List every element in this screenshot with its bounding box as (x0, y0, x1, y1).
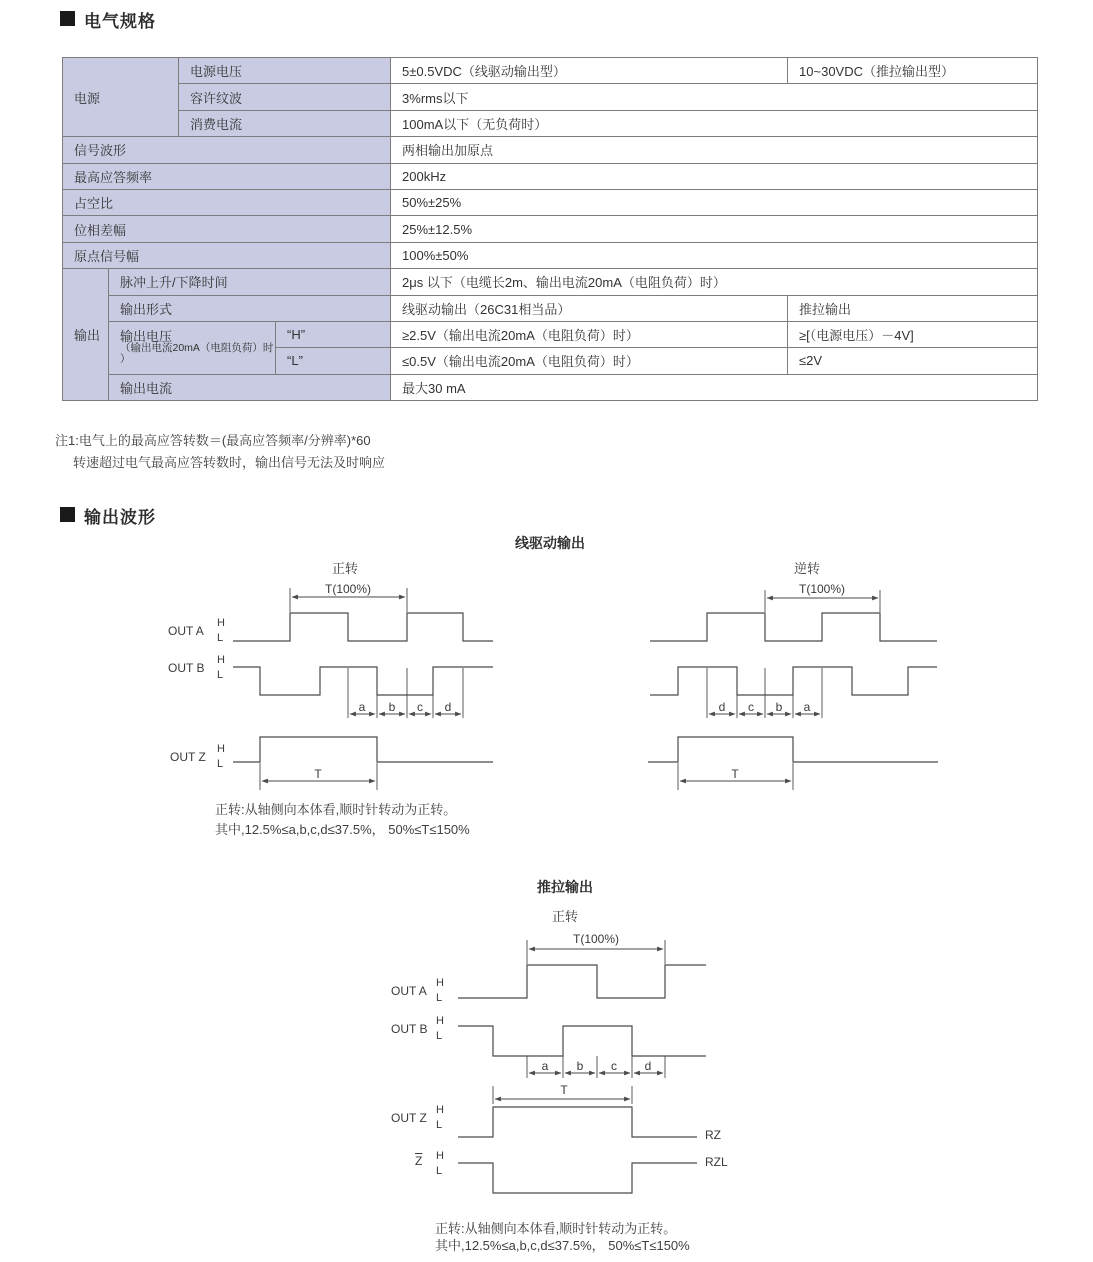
ld-out-z-l: L (217, 758, 224, 770)
ld-fwd-z-t-label: T (314, 767, 322, 781)
ld-out-a-l: L (217, 632, 224, 644)
pp-footnote-2: 其中,12.5%≤a,b,c,d≤37.5%， 50%≤T≤150% (435, 1238, 690, 1253)
pp-out-b-trace (458, 1026, 706, 1056)
note-line2: 转速超过电气最高应答转数时，输出信号无法及时响应 (73, 455, 386, 470)
pp-out-z-label: OUT Z (391, 1111, 427, 1125)
section-title-waveform: 输出波形 (84, 508, 156, 527)
table-row (63, 216, 1038, 242)
ld-fwd-interval-b: b (388, 700, 396, 714)
ld-fwd-t100-label: T(100%) (324, 582, 372, 596)
section-title-electrical: 电气规格 (84, 12, 156, 31)
line-driver-title: 线驱动输出 (515, 535, 585, 551)
ld-rev-out-z-trace (648, 737, 938, 762)
cell-origin-label: 原点信号幅 (63, 242, 391, 268)
pp-interval-a: a (541, 1059, 549, 1073)
section-square-icon (60, 507, 75, 522)
vout-label-line2: （输出电流20mA（电阻负荷）时 ） (120, 342, 274, 366)
ld-reverse-title: 逆转 (793, 561, 821, 576)
pp-out-z-trace (458, 1107, 697, 1137)
cell-supply-voltage-label: 电源电压 (179, 58, 391, 84)
ld-rev-interval-b: b (775, 700, 783, 714)
ld-rev-t100-label: T(100%) (798, 582, 846, 596)
pp-z-t-label: T (560, 1083, 568, 1097)
ld-out-a-label: OUT A (168, 624, 204, 638)
table-row (63, 242, 1038, 268)
ld-rev-out-a-trace (650, 613, 937, 641)
cell-origin-value: 100%±50% (391, 242, 1038, 268)
table-row (63, 110, 1038, 136)
pp-z-bar-l: L (436, 1165, 443, 1177)
cell-consumption-label: 消费电流 (179, 110, 391, 136)
cell-form-ld: 线驱动输出（26C31相当品） (391, 295, 788, 321)
ld-rev-interval-d: d (718, 700, 726, 714)
pp-out-a-label: OUT A (391, 984, 427, 998)
cell-vout-l-ld: ≤0.5V（输出电流20mA（电阻负荷）时） (391, 348, 788, 374)
pp-forward-title: 正转 (551, 909, 579, 924)
pp-out-z-h: H (436, 1104, 444, 1116)
ld-forward-title: 正转 (331, 561, 359, 576)
pp-out-z-l: L (436, 1119, 443, 1131)
ld-fwd-interval-c: c (417, 700, 423, 714)
table-row (63, 321, 1038, 347)
electrical-spec-table (62, 57, 1038, 401)
ld-footnote-2: 其中,12.5%≤a,b,c,d≤37.5%， 50%≤T≤150% (215, 822, 470, 837)
pp-z-bar-label: $\overline{Z}$ (415, 1154, 423, 1168)
cell-freq-label: 最高应答频率 (63, 163, 391, 189)
pp-out-a-l: L (436, 992, 443, 1004)
pp-z-bar-trace (458, 1163, 697, 1193)
table-row (63, 295, 1038, 321)
cell-iout-label: 输出电流 (109, 374, 391, 400)
table-row (63, 163, 1038, 189)
table-row (63, 269, 1038, 295)
ld-fwd-out-a-trace (233, 613, 493, 641)
ld-fwd-interval-a: a (358, 700, 366, 714)
table-row (63, 137, 1038, 163)
pp-footnote-1: 正转:从轴侧向本体看,顺时针转动为正转。 (435, 1221, 677, 1236)
cell-vout-label (109, 321, 276, 374)
cell-vout-h: “H” (276, 321, 391, 347)
ld-fwd-out-z-trace (233, 737, 493, 762)
cell-supply-voltage-ld: 5±0.5VDC（线驱动输出型） (391, 58, 788, 84)
cell-iout-value: 最大30 mA (391, 374, 1038, 400)
cell-rise-value: 2μs 以下（电缆长2m、输出电流20mA（电阻负荷）时） (391, 269, 1038, 295)
ld-out-z-label: OUT Z (170, 750, 206, 764)
ld-rev-interval-c: c (748, 700, 754, 714)
ld-out-b-l: L (217, 669, 224, 681)
pp-rzl-label: RZL (705, 1155, 728, 1169)
section-square-icon (60, 11, 75, 26)
table-row (63, 374, 1038, 400)
cell-ripple-value: 3%rms以下 (391, 84, 1038, 110)
cell-vout-h-pp: ≥[（电源电压）－4V] (788, 321, 1038, 347)
cell-ripple-label: 容许纹波 (179, 84, 391, 110)
table-row (63, 58, 1038, 84)
ld-fwd-out-b-trace (233, 667, 493, 695)
cell-vout-l-pp: ≤2V (788, 348, 1038, 374)
cell-signal-value: 两相输出加原点 (391, 137, 1038, 163)
table-row (63, 84, 1038, 110)
cell-freq-value: 200kHz (391, 163, 1038, 189)
cell-vout-l: “L” (276, 348, 391, 374)
cell-duty-value: 50%±25% (391, 189, 1038, 215)
cell-supply-voltage-pp: 10~30VDC（推拉输出型） (788, 58, 1038, 84)
cell-vout-h-ld: ≥2.5V（输出电流20mA（电阻负荷）时） (391, 321, 788, 347)
cell-power-group: 电源 (63, 58, 179, 137)
pp-out-b-l: L (436, 1030, 443, 1042)
ld-rev-out-b-trace (650, 667, 937, 695)
cell-rise-label: 脉冲上升/下降时间 (109, 269, 391, 295)
vout-label-line1: 输出电压 (120, 329, 173, 345)
ld-rev-interval-a: a (803, 700, 811, 714)
push-pull-waveforms (458, 965, 706, 1193)
ld-out-b-h: H (217, 654, 225, 666)
pp-out-b-h: H (436, 1015, 444, 1027)
cell-form-label: 输出形式 (109, 295, 391, 321)
cell-consumption-value: 100mA以下（无负荷时） (391, 110, 1038, 136)
pp-z-bar-h: H (436, 1150, 444, 1162)
push-pull-title: 推拉输出 (537, 879, 593, 895)
ld-out-z-h: H (217, 743, 225, 755)
cell-phase-value: 25%±12.5% (391, 216, 1038, 242)
cell-duty-label: 占空比 (63, 189, 391, 215)
pp-interval-c: c (611, 1059, 617, 1073)
pp-out-a-trace (458, 965, 706, 998)
line-driver-forward-waveforms (233, 613, 493, 762)
cell-output-group: 输出 (63, 269, 109, 401)
pp-out-a-h: H (436, 977, 444, 989)
pp-interval-b: b (576, 1059, 584, 1073)
pp-out-b-label: OUT B (391, 1022, 428, 1036)
cell-signal-label: 信号波形 (63, 137, 391, 163)
ld-out-a-h: H (217, 617, 225, 629)
pp-interval-d: d (644, 1059, 652, 1073)
ld-fwd-interval-d: d (444, 700, 452, 714)
cell-form-pp: 推拉输出 (788, 295, 1038, 321)
line-driver-reverse-dimensions (678, 590, 880, 790)
pp-t100-label: T(100%) (572, 932, 620, 946)
table-row (63, 189, 1038, 215)
cell-phase-label: 位相差幅 (63, 216, 391, 242)
ld-rev-z-t-label: T (731, 767, 739, 781)
note-line1: 注1:电气上的最高应答转数＝(最高应答频率/分辨率)*60 (55, 433, 371, 448)
ld-out-b-label: OUT B (168, 661, 205, 675)
pp-rz-label: RZ (705, 1128, 721, 1142)
ld-footnote-1: 正转:从轴侧向本体看,顺时针转动为正转。 (215, 802, 457, 817)
